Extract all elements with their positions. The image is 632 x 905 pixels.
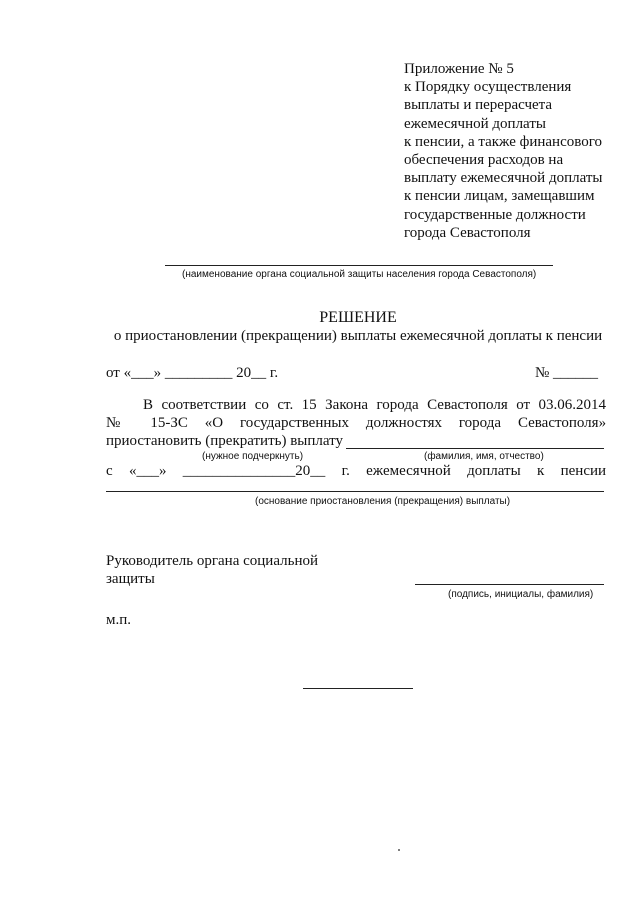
caption-fio: (фамилия, имя, отчество) [424, 451, 544, 462]
word: ст. [277, 397, 294, 413]
caption-basis: (основание приостановления (прекращения) выплаты) [255, 496, 511, 507]
annex-line: выплаты и перерасчета [404, 97, 553, 114]
signature-field[interactable] [415, 584, 604, 585]
word: с [106, 463, 113, 479]
end-divider [303, 688, 413, 689]
word: со [254, 397, 269, 413]
word: Севастополя» [517, 415, 606, 431]
annex-line: к Порядку осуществления [404, 79, 572, 96]
word: Закона [325, 397, 369, 413]
basis-field[interactable] [106, 491, 604, 492]
word: должностях [365, 415, 442, 431]
word: города [458, 415, 502, 431]
agency-caption: (наименование органа социальной защиты населения города Севастополя) [182, 269, 537, 280]
word: от [516, 397, 531, 413]
fio-field[interactable] [346, 448, 604, 449]
word: «О государственных [204, 415, 349, 431]
annex-line: ежемесячной доплаты [404, 115, 546, 132]
annex-header [404, 60, 603, 242]
annex-line: к пенсии, а также финансового [404, 133, 603, 150]
annex-line: Приложение № 5 [404, 61, 514, 77]
word: города [376, 397, 419, 413]
word: В [143, 397, 154, 413]
word: соответствии [161, 397, 247, 413]
body-line-4 [106, 463, 606, 480]
signature-caption: (подпись, инициалы, фамилия) [448, 589, 594, 600]
annex-line: государственные должности [404, 206, 586, 223]
annex-line: города Севастополя [404, 224, 531, 241]
word: 15-ЗС [150, 415, 188, 431]
decision-number-field[interactable]: № ______ [535, 365, 599, 381]
stamp-place: м.п. [106, 612, 132, 628]
word: № [106, 415, 134, 431]
document-subtitle: о приостановлении (прекращении) выплаты ежемесячной доплаты к пенсии [113, 328, 603, 344]
annex-line: обеспечения расходов на [404, 152, 564, 169]
signatory-role: защиты [106, 571, 155, 587]
caption-underline-note: (нужное подчеркнуть) [202, 451, 304, 462]
word: доплаты [467, 463, 521, 479]
body-line-2 [106, 415, 606, 432]
word: к [537, 463, 545, 479]
word: 15 [301, 397, 317, 413]
agency-name-line[interactable] [165, 265, 553, 266]
body-line-1 [143, 397, 606, 414]
word[interactable]: _______________20__ [182, 463, 326, 479]
word: пенсии [560, 463, 606, 479]
body-line-3: приостановить (прекратить) выплату [106, 433, 344, 449]
annex-line: к пенсии лицам, замещавшим [404, 188, 595, 205]
word[interactable]: «___» [128, 463, 167, 479]
signatory-role: Руководитель органа социальной [106, 553, 318, 569]
word: 03.06.2014 [538, 397, 606, 413]
word: г. [341, 463, 350, 479]
word: ежемесячной [366, 463, 451, 479]
decision-date-field[interactable]: от «___» _________ 20__ г. [106, 365, 279, 381]
word: Севастополя [427, 397, 508, 413]
scan-speck [398, 849, 400, 851]
document-title: РЕШЕНИЕ [319, 309, 397, 326]
annex-line: выплату ежемесячной доплаты [404, 170, 603, 187]
